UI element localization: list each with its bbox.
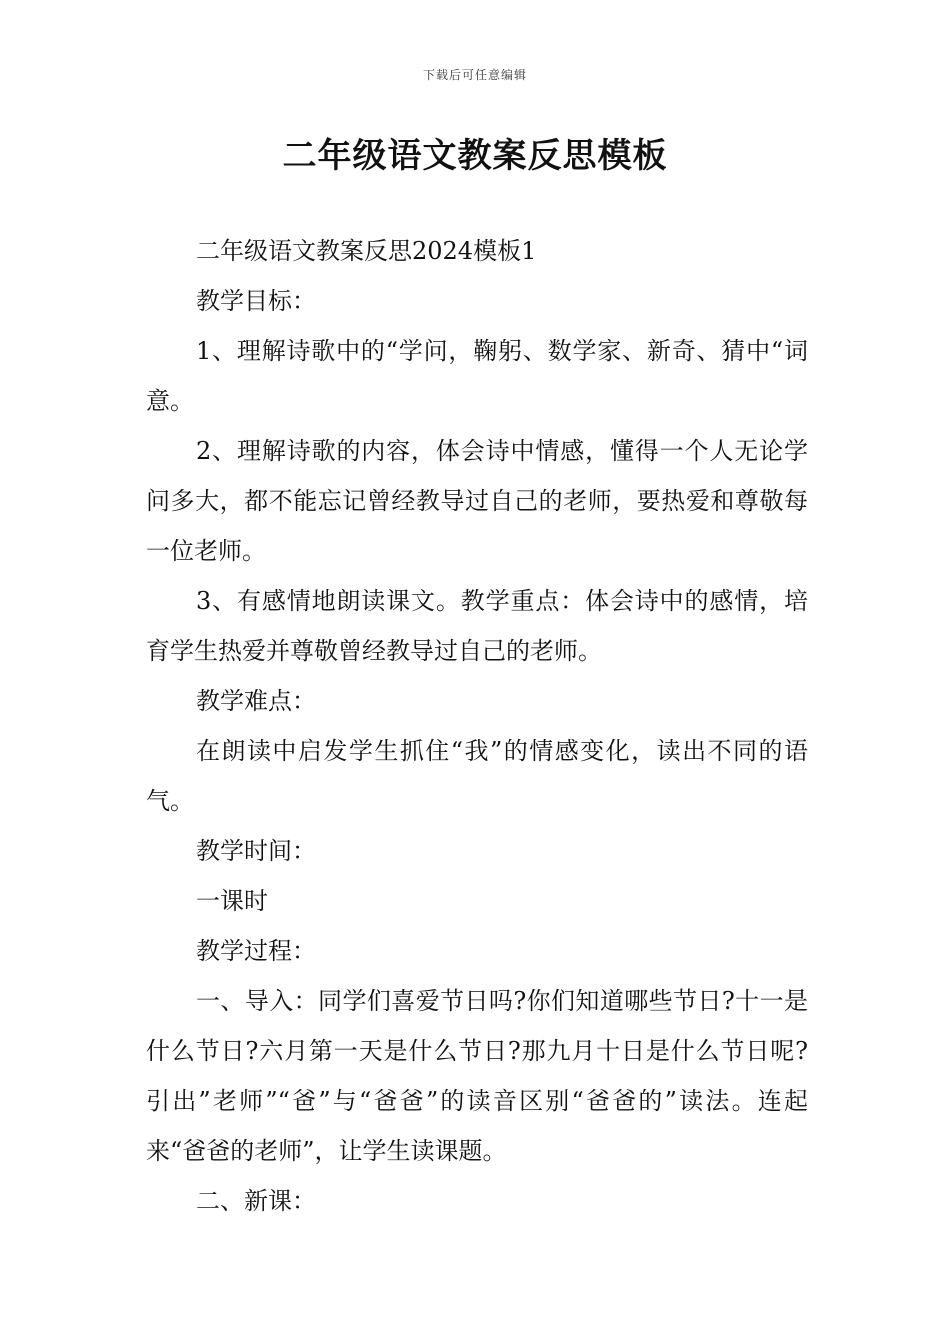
paragraph-time: 一课时 [196,887,268,915]
document-body [146,226,808,1226]
paragraph-new-lesson: 二、新课： [196,1187,316,1215]
document-title: 二年级语文教案反思模板 [282,136,668,176]
paragraph-time-heading: 教学时间： [196,837,316,865]
paragraph-difficulty-heading: 教学难点： [196,687,316,715]
paragraph-goals-heading: 教学目标： [196,287,316,315]
paragraph-goal-1: 1、理解诗歌中的“学问，鞠躬、数学家、新奇、猜中“词意。 [146,337,808,415]
header-note: 下载后可任意编辑 [422,68,527,82]
paragraph-process-heading: 教学过程： [196,937,316,965]
paragraph-intro: 一、导入：同学们喜爱节日吗?你们知道哪些节日?十一是什么节日?六月第一天是什么节日?那九月十日是什么节日呢?引出”老师”“爸”与“爸爸”的读音区别“爸爸的”读法。连起来“爸爸的老师”，让学生读课题。 [146,987,808,1165]
paragraph-difficulty: 在朗读中启发学生抓住“我”的情感变化，读出不同的语气。 [146,737,808,815]
paragraph-goal-3: 3、有感情地朗读课文。教学重点：体会诗中的感情，培育学生热爱并尊敬曾经教导过自己的老师。 [146,587,808,665]
paragraph-section-heading: 二年级语文教案反思2024模板1 [196,237,537,265]
paragraph-goal-2: 2、理解诗歌的内容，体会诗中情感，懂得一个人无论学问多大，都不能忘记曾经教导过自己的老师，要热爱和尊敬每一位老师。 [146,437,808,565]
